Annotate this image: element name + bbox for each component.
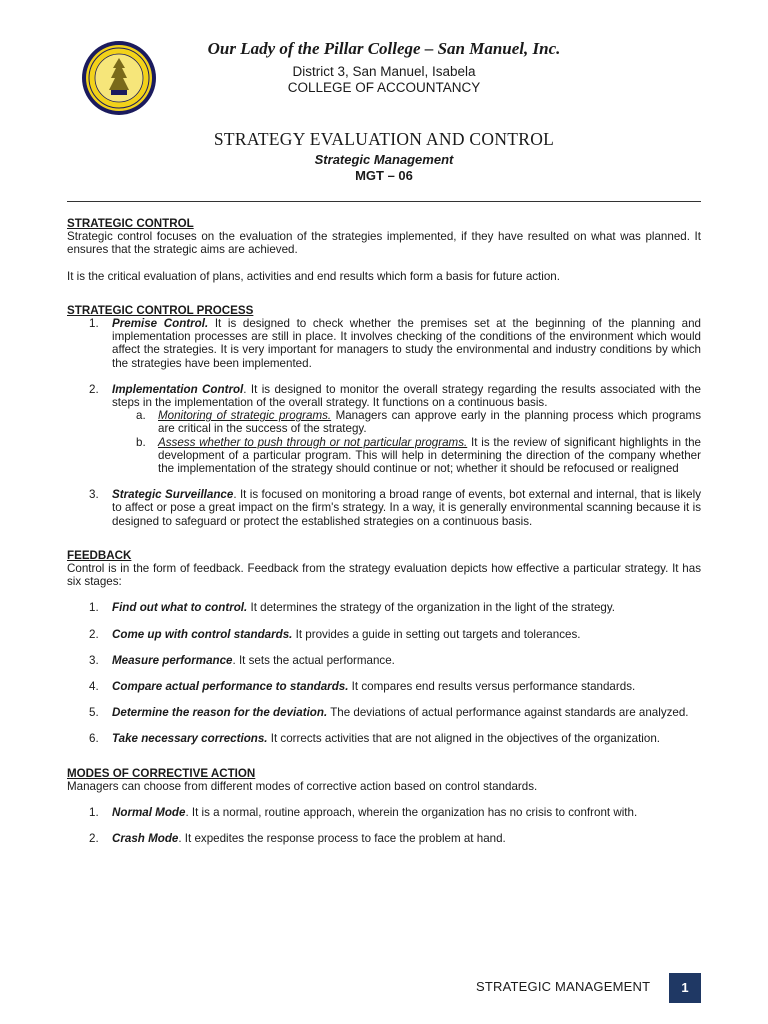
document-code: MGT – 06 xyxy=(355,168,413,183)
college-address: District 3, San Manuel, Isabela xyxy=(292,64,476,79)
list-term: Monitoring of strategic programs. xyxy=(158,409,332,423)
document-title: STRATEGY EVALUATION AND CONTROL xyxy=(213,129,555,149)
header-divider xyxy=(67,201,701,202)
college-name: Our Lady of the Pillar College – San Manuel, Inc. xyxy=(207,39,561,58)
list-term: Implementation Control xyxy=(112,382,244,396)
section-heading: STRATEGIC CONTROL xyxy=(67,217,194,230)
list-item: 1. Premise Control. It is designed to check whether the premises set at the beginning of the planning and implementation processes are still in place. It involves checking of the conditions of the environment which would affect the strategies. It is very important for managers to study the environmental and industry conditions by which the strategies have been implemented. xyxy=(89,317,701,370)
paragraph: Managers can choose from different modes of corrective action based on control standards. xyxy=(67,779,538,793)
list-term: Crash Mode xyxy=(112,832,179,846)
list-term: Find out what to control. xyxy=(112,601,248,615)
college-department: COLLEGE OF ACCOUNTANCY xyxy=(287,80,481,95)
list-term: Come up with control standards. xyxy=(112,627,293,641)
section-heading: FEEDBACK xyxy=(67,548,132,562)
sub-list-item: b. Assess whether to push through or not particular programs. It is the review of significant highlights in the development of a particular program. This will help in determining the direction of the company whether the implementation of the strategy should continue or not; whether it should be refocused or realigned xyxy=(136,435,702,476)
list-item: 1. Normal Mode. It is a normal, routine approach, wherein the organization has no crisis to confront with. xyxy=(89,806,638,820)
list-item: 3. Strategic Surveillance. It is focused on monitoring a broad range of events, bot external and internal, that is likely to affect or pose a great impact on the firm's strategy. In a way, it is generally environmental scanning because it is designed to safeguard or protect the established strategies on a continuous basis. xyxy=(89,488,701,528)
list-term: Measure performance xyxy=(112,653,233,667)
section-heading: MODES OF CORRECTIVE ACTION xyxy=(67,766,256,780)
list-term: Strategic Surveillance xyxy=(112,488,234,502)
paragraph: Control is in the form of feedback. Feedback from the strategy evaluation depicts how effective a particular strategy. It has six stages: xyxy=(67,562,701,589)
paragraph: It is the critical evaluation of plans, activities and end results which form a basis for future action. xyxy=(67,269,560,283)
list-item: 4. Compare actual performance to standards. It compares end results versus performance standards. xyxy=(89,680,636,694)
list-item: 5. Determine the reason for the deviation. The deviations of actual performance against standards are analyzed. xyxy=(89,706,689,720)
document-body xyxy=(67,217,701,846)
list-term: Normal Mode xyxy=(112,806,186,820)
list-term: Take necessary corrections. xyxy=(112,732,268,746)
paragraph: Strategic control focuses on the evaluation of the strategies implemented, if they have resulted on what was planned. It ensures that the strategic aims are achieved. xyxy=(67,230,701,257)
footer-label: STRATEGIC MANAGEMENT xyxy=(476,979,651,994)
sub-list-item: a. Monitoring of strategic programs. Managers can approve early in the planning process which programs are critical in the success of the strategy. xyxy=(136,409,702,436)
section-heading: STRATEGIC CONTROL PROCESS xyxy=(67,303,254,317)
list-item: 2. Crash Mode. It expedites the response process to face the problem at hand. xyxy=(89,832,506,846)
list-item: 6. Take necessary corrections. It corrects activities that are not aligned in the objectives of the organization. xyxy=(89,732,661,746)
list-term: Premise Control. xyxy=(112,317,209,331)
page-number: 1 xyxy=(669,973,701,1003)
list-term: Compare actual performance to standards. xyxy=(112,680,349,694)
list-term: Assess whether to push through or not particular programs. xyxy=(158,435,468,449)
list-item: 3. Measure performance. It sets the actual performance. xyxy=(89,653,395,667)
list-item: 2. Implementation Control. It is designed to monitor the overall strategy regarding the results associated with the steps in the implementation of the overall strategy. It functions on a continuous basis. xyxy=(89,382,701,410)
list-item: 2. Come up with control standards. It provides a guide in setting out targets and tolerances. xyxy=(89,627,581,641)
list-term: Determine the reason for the deviation. xyxy=(112,706,328,720)
document-subject: Strategic Management xyxy=(314,152,454,167)
list-item: 1. Find out what to control. It determines the strategy of the organization in the light of the strategy. xyxy=(89,601,616,615)
